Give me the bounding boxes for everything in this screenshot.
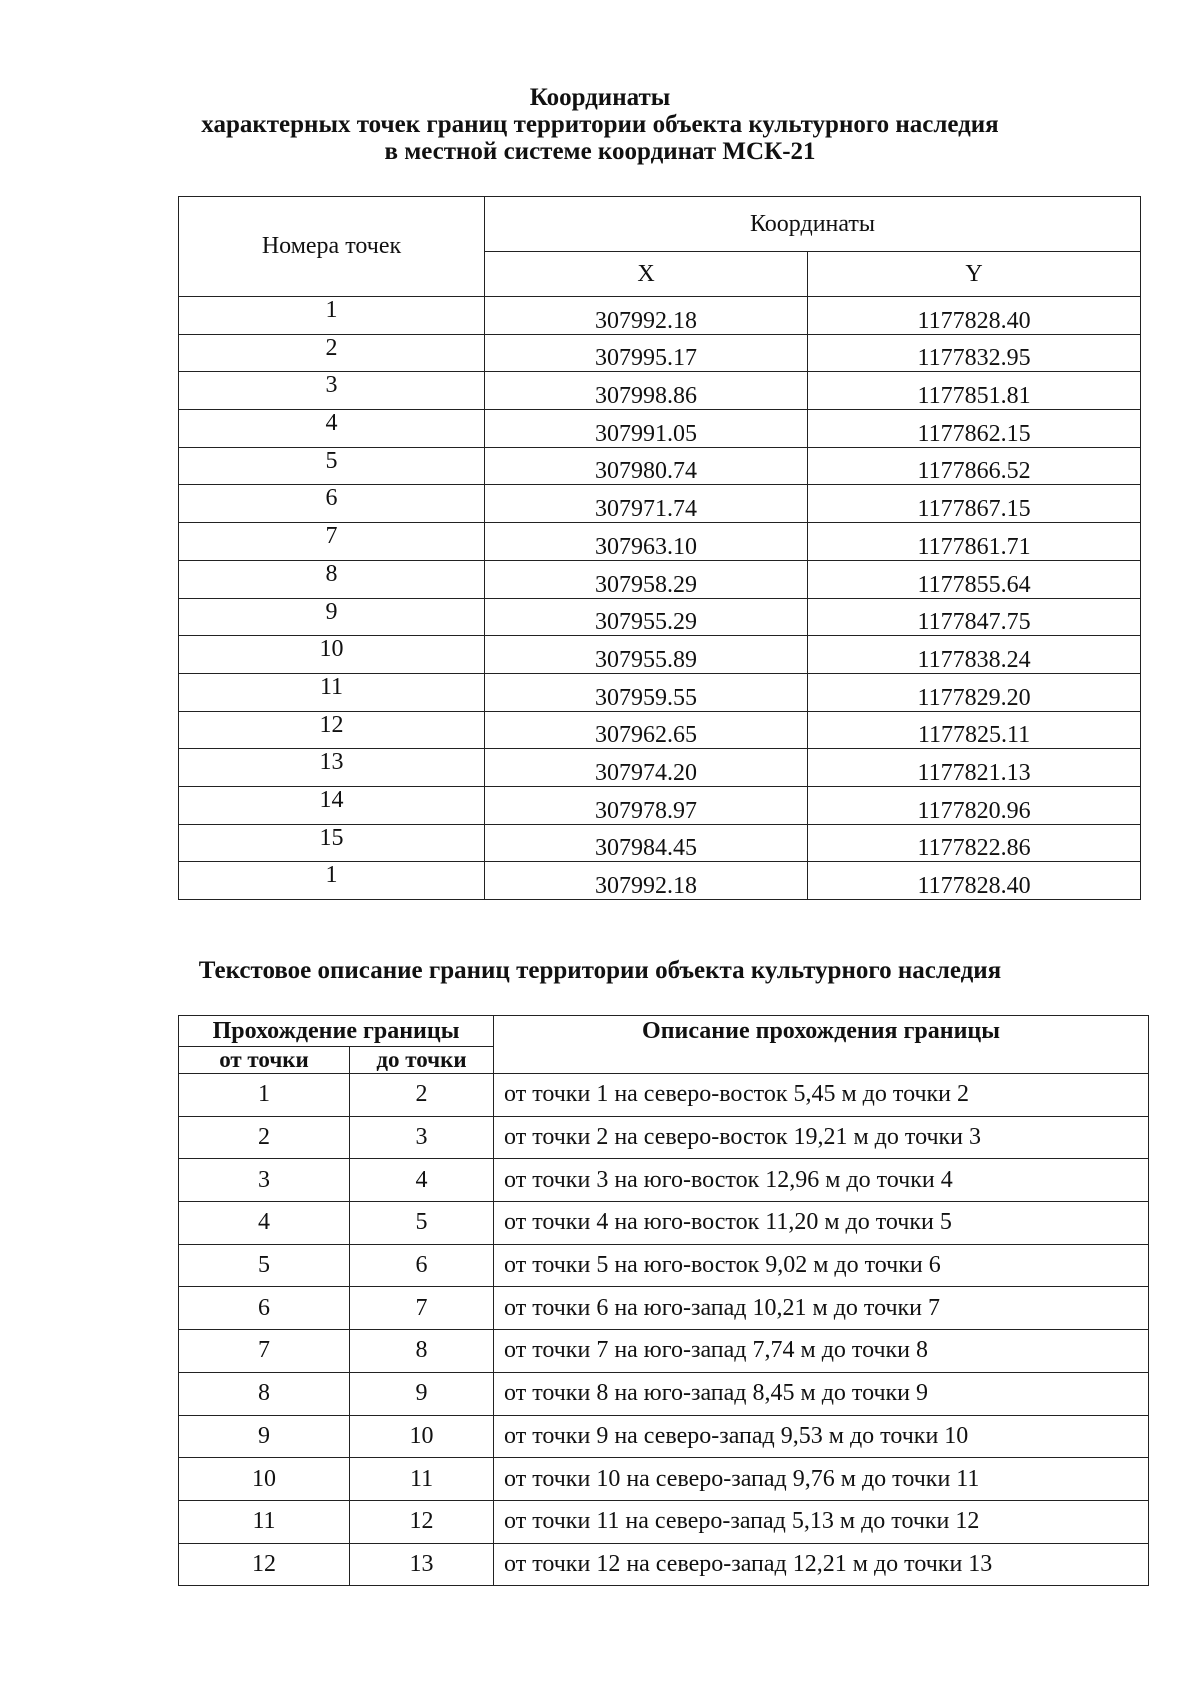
table-row <box>179 1116 1149 1159</box>
to-point-cell: 12 <box>350 1500 494 1543</box>
x-coordinate-cell: 307959.55 <box>485 673 808 711</box>
passage-description-cell: от точки 12 на северо-запад 12,21 м до точки 13 <box>494 1543 1149 1586</box>
table-row <box>179 334 1141 372</box>
y-coordinate-cell: 1177825.11 <box>808 711 1141 749</box>
header-to-point: до точки <box>350 1047 494 1074</box>
y-coordinate-cell: 1177851.81 <box>808 372 1141 410</box>
table-row <box>179 824 1141 862</box>
x-coordinate-cell: 307995.17 <box>485 334 808 372</box>
header-x: X <box>485 252 808 297</box>
from-point-cell: 6 <box>179 1287 350 1330</box>
point-number-cell: 4 <box>179 410 485 448</box>
to-point-cell: 7 <box>350 1287 494 1330</box>
x-coordinate-cell: 307984.45 <box>485 824 808 862</box>
table-row <box>179 862 1141 900</box>
from-point-cell: 4 <box>179 1202 350 1245</box>
point-number-cell: 1 <box>179 297 485 335</box>
y-coordinate-cell: 1177828.40 <box>808 297 1141 335</box>
to-point-cell: 8 <box>350 1330 494 1373</box>
table-row <box>179 1074 1149 1117</box>
header-passage-description: Описание прохождения границы <box>494 1016 1149 1074</box>
from-point-cell: 2 <box>179 1116 350 1159</box>
table-row <box>179 1372 1149 1415</box>
to-point-cell: 11 <box>350 1458 494 1501</box>
table-row <box>179 711 1141 749</box>
table-row <box>179 523 1141 561</box>
table-row <box>179 1330 1149 1373</box>
point-number-cell: 7 <box>179 523 485 561</box>
y-coordinate-cell: 1177866.52 <box>808 447 1141 485</box>
table-row <box>179 1244 1149 1287</box>
table-row <box>179 560 1141 598</box>
from-point-cell: 5 <box>179 1244 350 1287</box>
y-coordinate-cell: 1177832.95 <box>808 334 1141 372</box>
x-coordinate-cell: 307991.05 <box>485 410 808 448</box>
y-coordinate-cell: 1177861.71 <box>808 523 1141 561</box>
to-point-cell: 5 <box>350 1202 494 1245</box>
passage-description-cell: от точки 10 на северо-запад 9,76 м до точки 11 <box>494 1458 1149 1501</box>
x-coordinate-cell: 307963.10 <box>485 523 808 561</box>
table-row <box>179 749 1141 787</box>
table-row <box>179 673 1141 711</box>
from-point-cell: 3 <box>179 1159 350 1202</box>
point-number-cell: 10 <box>179 636 485 674</box>
coordinates-table-body <box>179 297 1141 900</box>
y-coordinate-cell: 1177821.13 <box>808 749 1141 787</box>
passage-description-cell: от точки 1 на северо-восток 5,45 м до точки 2 <box>494 1074 1149 1117</box>
table-row <box>179 1287 1149 1330</box>
y-coordinate-cell: 1177855.64 <box>808 560 1141 598</box>
x-coordinate-cell: 307978.97 <box>485 786 808 824</box>
coordinates-table <box>178 196 1141 900</box>
x-coordinate-cell: 307962.65 <box>485 711 808 749</box>
point-number-cell: 5 <box>179 447 485 485</box>
table-row <box>179 1500 1149 1543</box>
from-point-cell: 1 <box>179 1074 350 1117</box>
passage-description-cell: от точки 8 на юго-запад 8,45 м до точки 9 <box>494 1372 1149 1415</box>
from-point-cell: 10 <box>179 1458 350 1501</box>
document-title <box>0 84 1200 165</box>
y-coordinate-cell: 1177838.24 <box>808 636 1141 674</box>
boundary-description-table <box>178 1015 1149 1586</box>
point-number-cell: 13 <box>179 749 485 787</box>
x-coordinate-cell: 307958.29 <box>485 560 808 598</box>
header-y: Y <box>808 252 1141 297</box>
to-point-cell: 10 <box>350 1415 494 1458</box>
passage-description-cell: от точки 4 на юго-восток 11,20 м до точки 5 <box>494 1202 1149 1245</box>
passage-description-cell: от точки 2 на северо-восток 19,21 м до точки 3 <box>494 1116 1149 1159</box>
y-coordinate-cell: 1177862.15 <box>808 410 1141 448</box>
from-point-cell: 7 <box>179 1330 350 1373</box>
passage-description-cell: от точки 7 на юго-запад 7,74 м до точки 8 <box>494 1330 1149 1373</box>
title-line-2: характерных точек границ территории объекта культурного наследия <box>201 111 999 138</box>
to-point-cell: 4 <box>350 1159 494 1202</box>
title-line-3: в местной системе координат МСК-21 <box>384 138 816 165</box>
header-point-numbers: Номера точек <box>179 197 485 297</box>
table-row <box>179 1458 1149 1501</box>
x-coordinate-cell: 307955.29 <box>485 598 808 636</box>
table-row <box>179 447 1141 485</box>
description-title: Текстовое описание границ территории объекта культурного наследия <box>198 957 1002 984</box>
to-point-cell: 9 <box>350 1372 494 1415</box>
point-number-cell: 1 <box>179 862 485 900</box>
x-coordinate-cell: 307955.89 <box>485 636 808 674</box>
x-coordinate-cell: 307980.74 <box>485 447 808 485</box>
header-coordinates: Координаты <box>485 197 1141 252</box>
header-from-point: от точки <box>179 1047 350 1074</box>
to-point-cell: 3 <box>350 1116 494 1159</box>
point-number-cell: 3 <box>179 372 485 410</box>
x-coordinate-cell: 307998.86 <box>485 372 808 410</box>
from-point-cell: 11 <box>179 1500 350 1543</box>
header-boundary-passage: Прохождение границы <box>179 1016 494 1047</box>
point-number-cell: 8 <box>179 560 485 598</box>
table-row <box>179 786 1141 824</box>
passage-description-cell: от точки 5 на юго-восток 9,02 м до точки 6 <box>494 1244 1149 1287</box>
point-number-cell: 14 <box>179 786 485 824</box>
point-number-cell: 9 <box>179 598 485 636</box>
y-coordinate-cell: 1177822.86 <box>808 824 1141 862</box>
y-coordinate-cell: 1177847.75 <box>808 598 1141 636</box>
x-coordinate-cell: 307974.20 <box>485 749 808 787</box>
y-coordinate-cell: 1177828.40 <box>808 862 1141 900</box>
passage-description-cell: от точки 6 на юго-запад 10,21 м до точки 7 <box>494 1287 1149 1330</box>
table-row <box>179 1202 1149 1245</box>
table-row <box>179 1543 1149 1586</box>
table-row <box>179 636 1141 674</box>
to-point-cell: 2 <box>350 1074 494 1117</box>
boundary-description-body <box>179 1074 1149 1586</box>
from-point-cell: 12 <box>179 1543 350 1586</box>
table-row <box>179 297 1141 335</box>
passage-description-cell: от точки 11 на северо-запад 5,13 м до точки 12 <box>494 1500 1149 1543</box>
y-coordinate-cell: 1177820.96 <box>808 786 1141 824</box>
from-point-cell: 9 <box>179 1415 350 1458</box>
y-coordinate-cell: 1177867.15 <box>808 485 1141 523</box>
y-coordinate-cell: 1177829.20 <box>808 673 1141 711</box>
point-number-cell: 6 <box>179 485 485 523</box>
table-row <box>179 1415 1149 1458</box>
to-point-cell: 13 <box>350 1543 494 1586</box>
x-coordinate-cell: 307992.18 <box>485 297 808 335</box>
point-number-cell: 2 <box>179 334 485 372</box>
x-coordinate-cell: 307971.74 <box>485 485 808 523</box>
point-number-cell: 11 <box>179 673 485 711</box>
table-row <box>179 485 1141 523</box>
table-row <box>179 1159 1149 1202</box>
table-row <box>179 410 1141 448</box>
passage-description-cell: от точки 3 на юго-восток 12,96 м до точки 4 <box>494 1159 1149 1202</box>
table-row <box>179 598 1141 636</box>
point-number-cell: 15 <box>179 824 485 862</box>
to-point-cell: 6 <box>350 1244 494 1287</box>
x-coordinate-cell: 307992.18 <box>485 862 808 900</box>
from-point-cell: 8 <box>179 1372 350 1415</box>
point-number-cell: 12 <box>179 711 485 749</box>
table-row <box>179 372 1141 410</box>
title-line-1: Координаты <box>529 84 671 111</box>
passage-description-cell: от точки 9 на северо-запад 9,53 м до точки 10 <box>494 1415 1149 1458</box>
